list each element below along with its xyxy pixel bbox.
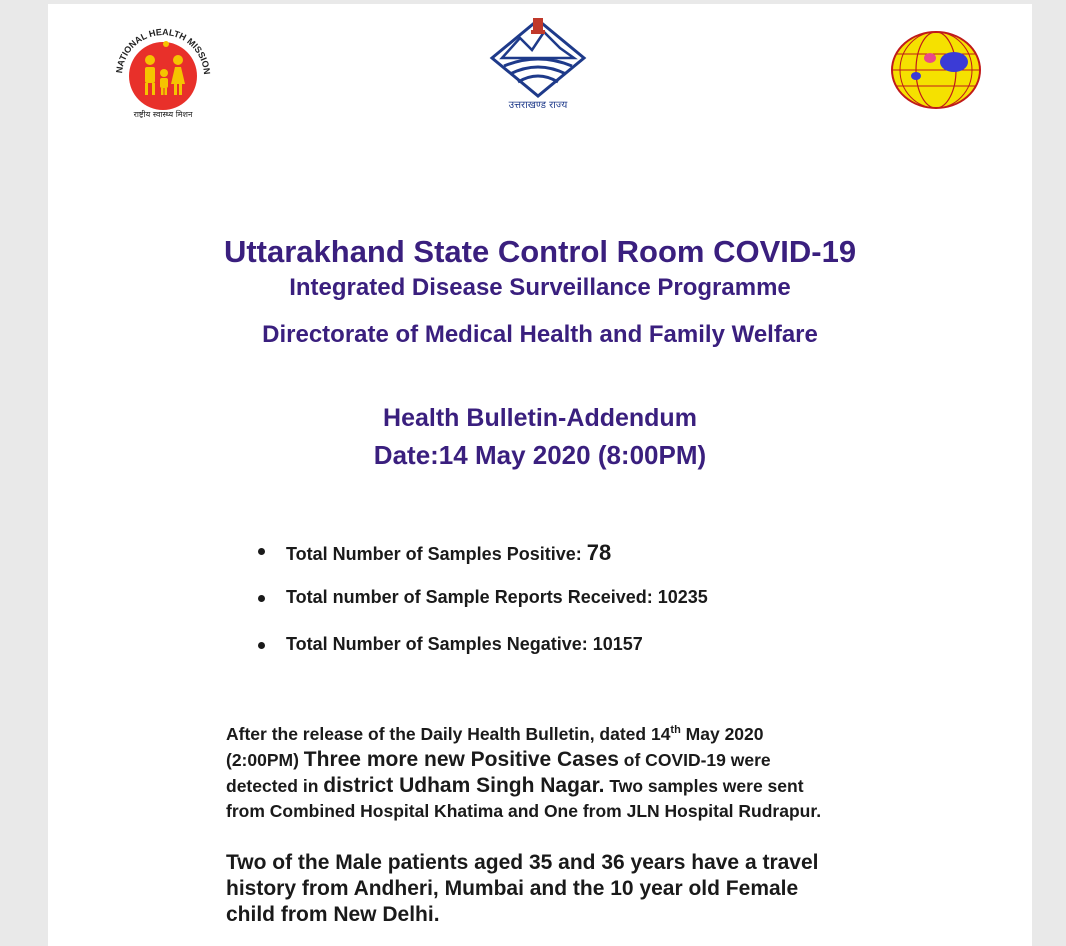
directorate-subtitle: Directorate of Medical Health and Family Welfare (262, 321, 818, 348)
text-run: of COVID-19 were (618, 749, 771, 770)
document-page (48, 4, 1032, 946)
text-run: Two samples were sent (604, 775, 804, 796)
text-run: After the release of the Daily Health Bulletin, dated 14 (226, 723, 671, 744)
nhm-hindi-text: राष्ट्रीय स्वास्थ्य मिशन (133, 110, 193, 118)
uttarakhand-hindi-text: उत्तराखण्ड राज्य (508, 100, 568, 111)
nhm-logo (104, 18, 222, 118)
text-run: Three more new Positive Cases (303, 747, 619, 771)
list-item (258, 540, 708, 587)
text-run: May 2020 (680, 723, 764, 744)
programme-subtitle: Integrated Disease Surveillance Programme (289, 274, 791, 301)
update-paragraph (226, 718, 946, 824)
uttarakhand-logo (488, 12, 588, 112)
list-item (258, 587, 708, 634)
page-title: Uttarakhand State Control Room COVID-19 (223, 234, 857, 269)
text-run: th (670, 724, 681, 736)
text-run: detected in (226, 775, 324, 796)
text-line: history from Andheri, Mumbai and the 10 year old Female (226, 877, 799, 900)
bulletin-title: Health Bulletin-Addendum (383, 404, 697, 432)
idsp-logo (886, 30, 986, 114)
travel-history-paragraph (226, 850, 946, 928)
stat-label: Total Number of Samples Positive: (286, 544, 582, 564)
text-run: district Udham Singh Nagar. (323, 773, 605, 797)
stat-label: Total number of Sample Reports Received: (286, 587, 653, 607)
stat-value: 10157 (592, 634, 643, 654)
text-line: child from New Delhi. (226, 903, 440, 926)
text-run: from Combined Hospital Khatima and One from JLN Hospital Rudrapur. (226, 800, 822, 821)
stat-value: 10235 (657, 587, 708, 607)
stats-list (258, 540, 708, 681)
stat-value: 78 (586, 540, 612, 565)
bulletin-date: Date:14 May 2020 (8:00PM) (373, 440, 707, 470)
text-line: Two of the Male patients aged 35 and 36 years have a travel (226, 851, 819, 874)
text-run: (2:00PM) (226, 749, 304, 770)
nhm-arc-text: NATIONAL HEALTH MISSION (114, 26, 213, 75)
stat-label: Total Number of Samples Negative: (286, 634, 588, 654)
list-item (258, 634, 708, 681)
